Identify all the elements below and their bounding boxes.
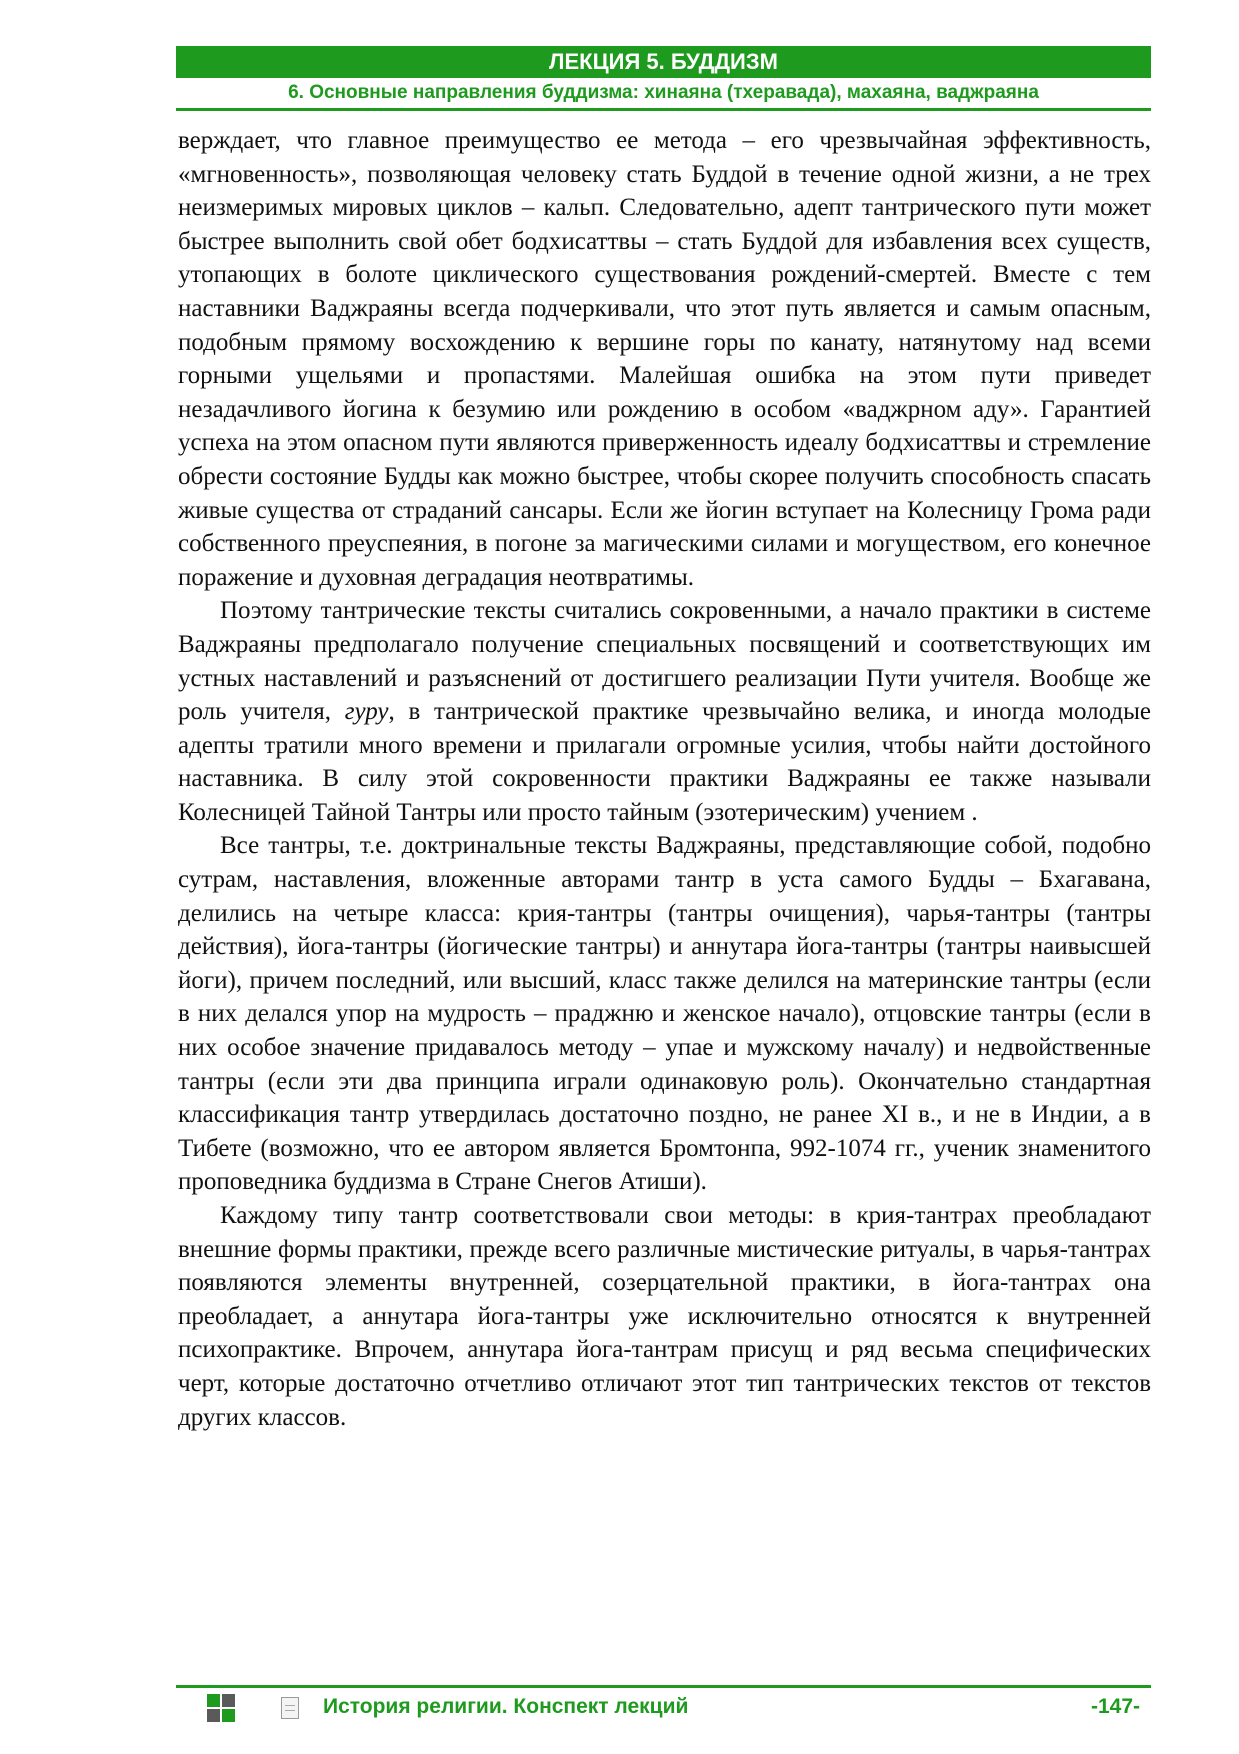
- section-subtitle: 6. Основные направления буддизма: хинаяна (тхеравада), махаяна, ваджраяна: [176, 80, 1151, 111]
- paragraph: Каждому типу тантр соответствовали свои методы: в крия-тантрах преобладают внешние формы практики, прежде всего различные мистические ритуалы, в чарья-тантрах появляются элементы внутренней, созерцательной практики, в йога-тантрах она преобладает, а аннутара йога-тантры уже исключительно относятся к внутренней психопрактике. Впрочем, аннутара йога-тантрам присущ и ряд весьма специфических черт, которые достаточно отчетливо отличают этот тип тантрических текстов от текстов других классов.: [178, 1202, 1151, 1431]
- page-number: -147-: [1090, 1695, 1140, 1718]
- paragraph: Все тантры, т.е. доктринальные тексты Ваджраяны, представляющие собой, подобно сутрам, наставления, вложенные авторами тантр в уста самого Будды – Бхагавана, делились на четыре класса: крия-тантры (тантры очищения), чарья-тантры (тантры действия), йога-тантры (йогические тантры) и аннутара йога-тантры (тантры наивысшей йоги), причем последний, или высший, класс также делился на материнские тантры (если в них делался упор на мудрость – праджню и женское начало), отцовские тантры (если в них особое значение придавалось методу – упае и мужскому началу) и недвойственные тантры (если эти два принципа играли одинаковую роль). Окончательно стандартная классификация тантр утвердилась достаточно поздно, не ранее XI в., и не в Индии, а в Тибете (возможно, что ее автором является Бромтонпа, 992-1074 гг., ученик знаменитого проповедника буддизма в Стране Снегов Атиши).: [178, 832, 1151, 1196]
- grid-logo-icon: [207, 1694, 235, 1722]
- footer-book-title: История религии. Конспект лекций: [323, 1695, 689, 1718]
- paragraph: [178, 594, 1151, 829]
- footer-divider: [176, 1685, 1151, 1688]
- paragraph-text: Поэтому тантрические тексты считались сокровенными, а начало практики в системе Ваджраяны предполагало получение специальных посвящений и соответствующих им устных наставлений и разъяснений от достигшего реализации Пути учителя. Вообще же роль учителя,: [178, 597, 1151, 726]
- document-icon: [281, 1697, 299, 1719]
- lecture-title: ЛЕКЦИЯ 5. БУДДИЗМ: [176, 46, 1151, 78]
- italic-term: гуру: [344, 698, 389, 726]
- paragraph: верждает, что главное преимущество ее метода – его чрезвычайная эффективность, «мгновенность», позволяющая человеку стать Буддой в течение одной жизни, а не трех неизмеримых мировых циклов – кальп. Следовательно, адепт тантрического пути может быстрее выполнить свой обет бодхисаттвы – стать Буддой для избавления всех существ, утопающих в болоте циклического существования рождений-смертей. Вместе с тем наставники Ваджраяны всегда подчеркивали, что этот путь является и самым опасным, подобным прямому восхождению к вершине горы по канату, натянутому над всеми горными ущельями и пропастями. Малейшая ошибка на этом пути приведет незадачливого йогина к безумию или рождению в особом «ваджрном аду». Гарантией успеха на этом опасном пути являются приверженность идеалу бодхисаттвы и стремление обрести состояние Будды как можно быстрее, чтобы скорее получить способность спасать живые существа от страданий сансары. Если же йогин вступает на Колесницу Грома ради собственного преуспеяния, в погоне за магическими силами и могуществом, его конечное поражение и духовная деградация неотвратимы.: [178, 127, 1151, 591]
- body-text: [178, 124, 1151, 1434]
- paragraph-text: , в тантрической практике чрезвычайно велика, и иногда молодые адепты тратили много времени и прилагали огромные усилия, чтобы найти достойного наставника. В силу этой сокровенности практики Ваджраяны ее также называли Колесницей Тайной Тантры или просто тайным (эзотерическим) учением .: [178, 698, 1152, 826]
